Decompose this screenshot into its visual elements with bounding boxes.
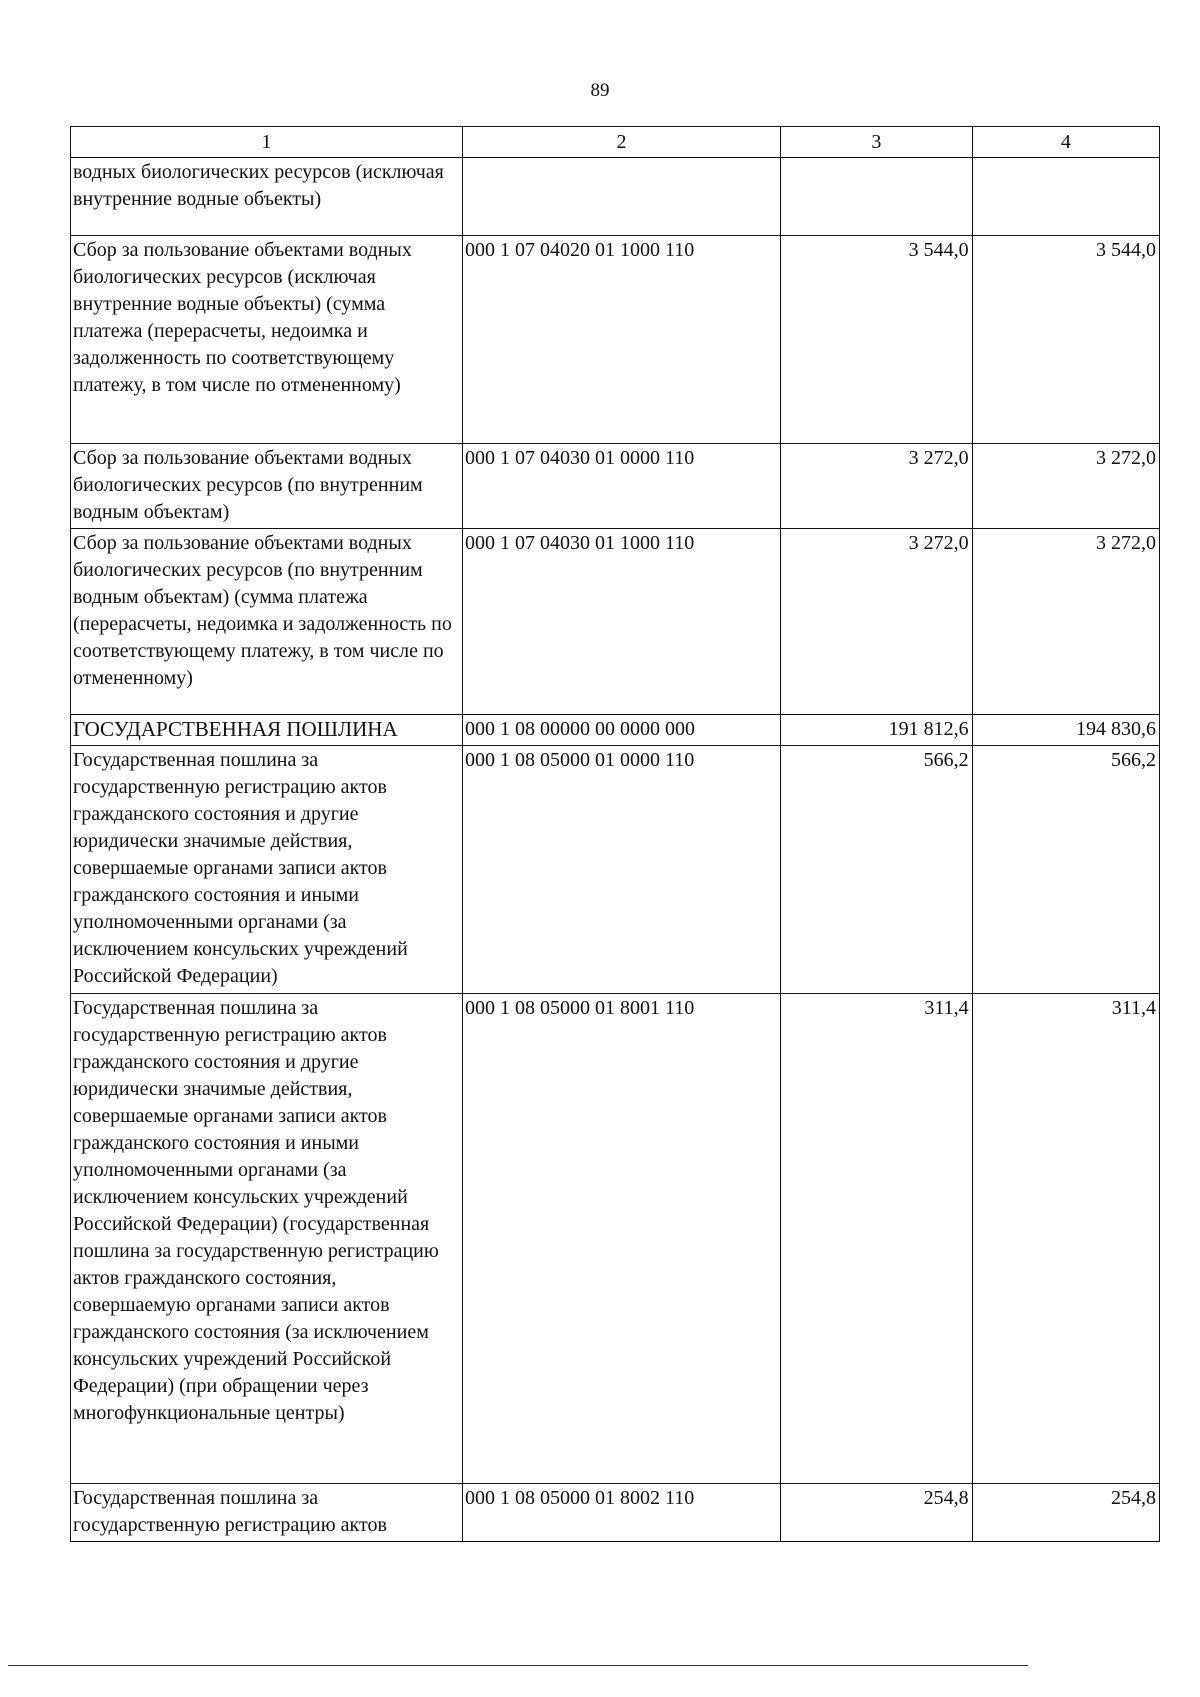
row-code: 000 1 07 04030 01 1000 110 xyxy=(463,529,781,715)
row-code: 000 1 08 00000 00 0000 000 xyxy=(463,715,781,746)
row-name: Государственная пошлина за государственную регистрацию актов гражданского состояния и другие юридически значимые действия, совершаемые органами записи актов гражданского состояния и иными уполномоченными органами (за исключением консульских учреждений Российской Федерации) (государственная пошлина за государственную регистрацию актов гражданского состояния, совершаемую органами записи актов гражданского состояния (за исключением консульских учреждений Российской Федерации) (при обращении через многофункциональные центры) xyxy=(71,994,463,1484)
table-row xyxy=(71,746,1160,994)
header-col-2: 2 xyxy=(463,127,781,158)
table-header-row xyxy=(71,127,1160,158)
row-code: 000 1 07 04020 01 1000 110 xyxy=(463,236,781,444)
table-row xyxy=(71,1484,1160,1542)
row-value-col4 xyxy=(972,158,1159,236)
table-row xyxy=(71,715,1160,746)
row-value-col4: 566,2 xyxy=(972,746,1159,994)
row-value-col4: 194 830,6 xyxy=(972,715,1159,746)
row-value-col4: 254,8 xyxy=(972,1484,1159,1542)
row-value-col3: 3 272,0 xyxy=(781,529,973,715)
row-name: Государственная пошлина за государственную регистрацию актов xyxy=(71,1484,463,1542)
row-value-col4: 3 544,0 xyxy=(972,236,1159,444)
row-value-col3: 3 272,0 xyxy=(781,444,973,529)
table-row xyxy=(71,444,1160,529)
row-value-col4: 3 272,0 xyxy=(972,444,1159,529)
row-name: Государственная пошлина за государственную регистрацию актов гражданского состояния и другие юридически значимые действия, совершаемые органами записи актов гражданского состояния и иными уполномоченными органами (за исключением консульских учреждений Российской Федерации) xyxy=(71,746,463,994)
table-row xyxy=(71,994,1160,1484)
table-row xyxy=(71,158,1160,236)
row-value-col3 xyxy=(781,158,973,236)
row-value-col3: 3 544,0 xyxy=(781,236,973,444)
row-name: Сбор за пользование объектами водных биологических ресурсов (исключая внутренние водные объекты) (сумма платежа (перерасчеты, недоимка и задолженность по соответствующему платежу, в том числе по отмененному) xyxy=(71,236,463,444)
row-value-col3: 191 812,6 xyxy=(781,715,973,746)
table-row xyxy=(71,529,1160,715)
row-name: водных биологических ресурсов (исключая внутренние водные объекты) xyxy=(71,158,463,236)
row-value-col3: 254,8 xyxy=(781,1484,973,1542)
row-value-col4: 311,4 xyxy=(972,994,1159,1484)
row-name: Сбор за пользование объектами водных биологических ресурсов (по внутренним водным объектам) (сумма платежа (перерасчеты, недоимка и задолженность по соответствующему платежу, в том числе по отмененному) xyxy=(71,529,463,715)
row-code: 000 1 08 05000 01 0000 110 xyxy=(463,746,781,994)
row-name: ГОСУДАРСТВЕННАЯ ПОШЛИНА xyxy=(71,715,463,746)
row-code xyxy=(463,158,781,236)
row-name: Сбор за пользование объектами водных биологических ресурсов (по внутренним водным объектам) xyxy=(71,444,463,529)
page-number: 89 xyxy=(590,80,610,101)
header-col-1: 1 xyxy=(71,127,463,158)
budget-revenue-table xyxy=(70,126,1160,1542)
row-value-col3: 566,2 xyxy=(781,746,973,994)
row-code: 000 1 08 05000 01 8001 110 xyxy=(463,994,781,1484)
header-col-3: 3 xyxy=(781,127,973,158)
row-code: 000 1 07 04030 01 0000 110 xyxy=(463,444,781,529)
row-code: 000 1 08 05000 01 8002 110 xyxy=(463,1484,781,1542)
table-row xyxy=(71,236,1160,444)
row-value-col3: 311,4 xyxy=(781,994,973,1484)
row-value-col4: 3 272,0 xyxy=(972,529,1159,715)
bottom-scan-line xyxy=(8,1665,1028,1666)
header-col-4: 4 xyxy=(972,127,1159,158)
